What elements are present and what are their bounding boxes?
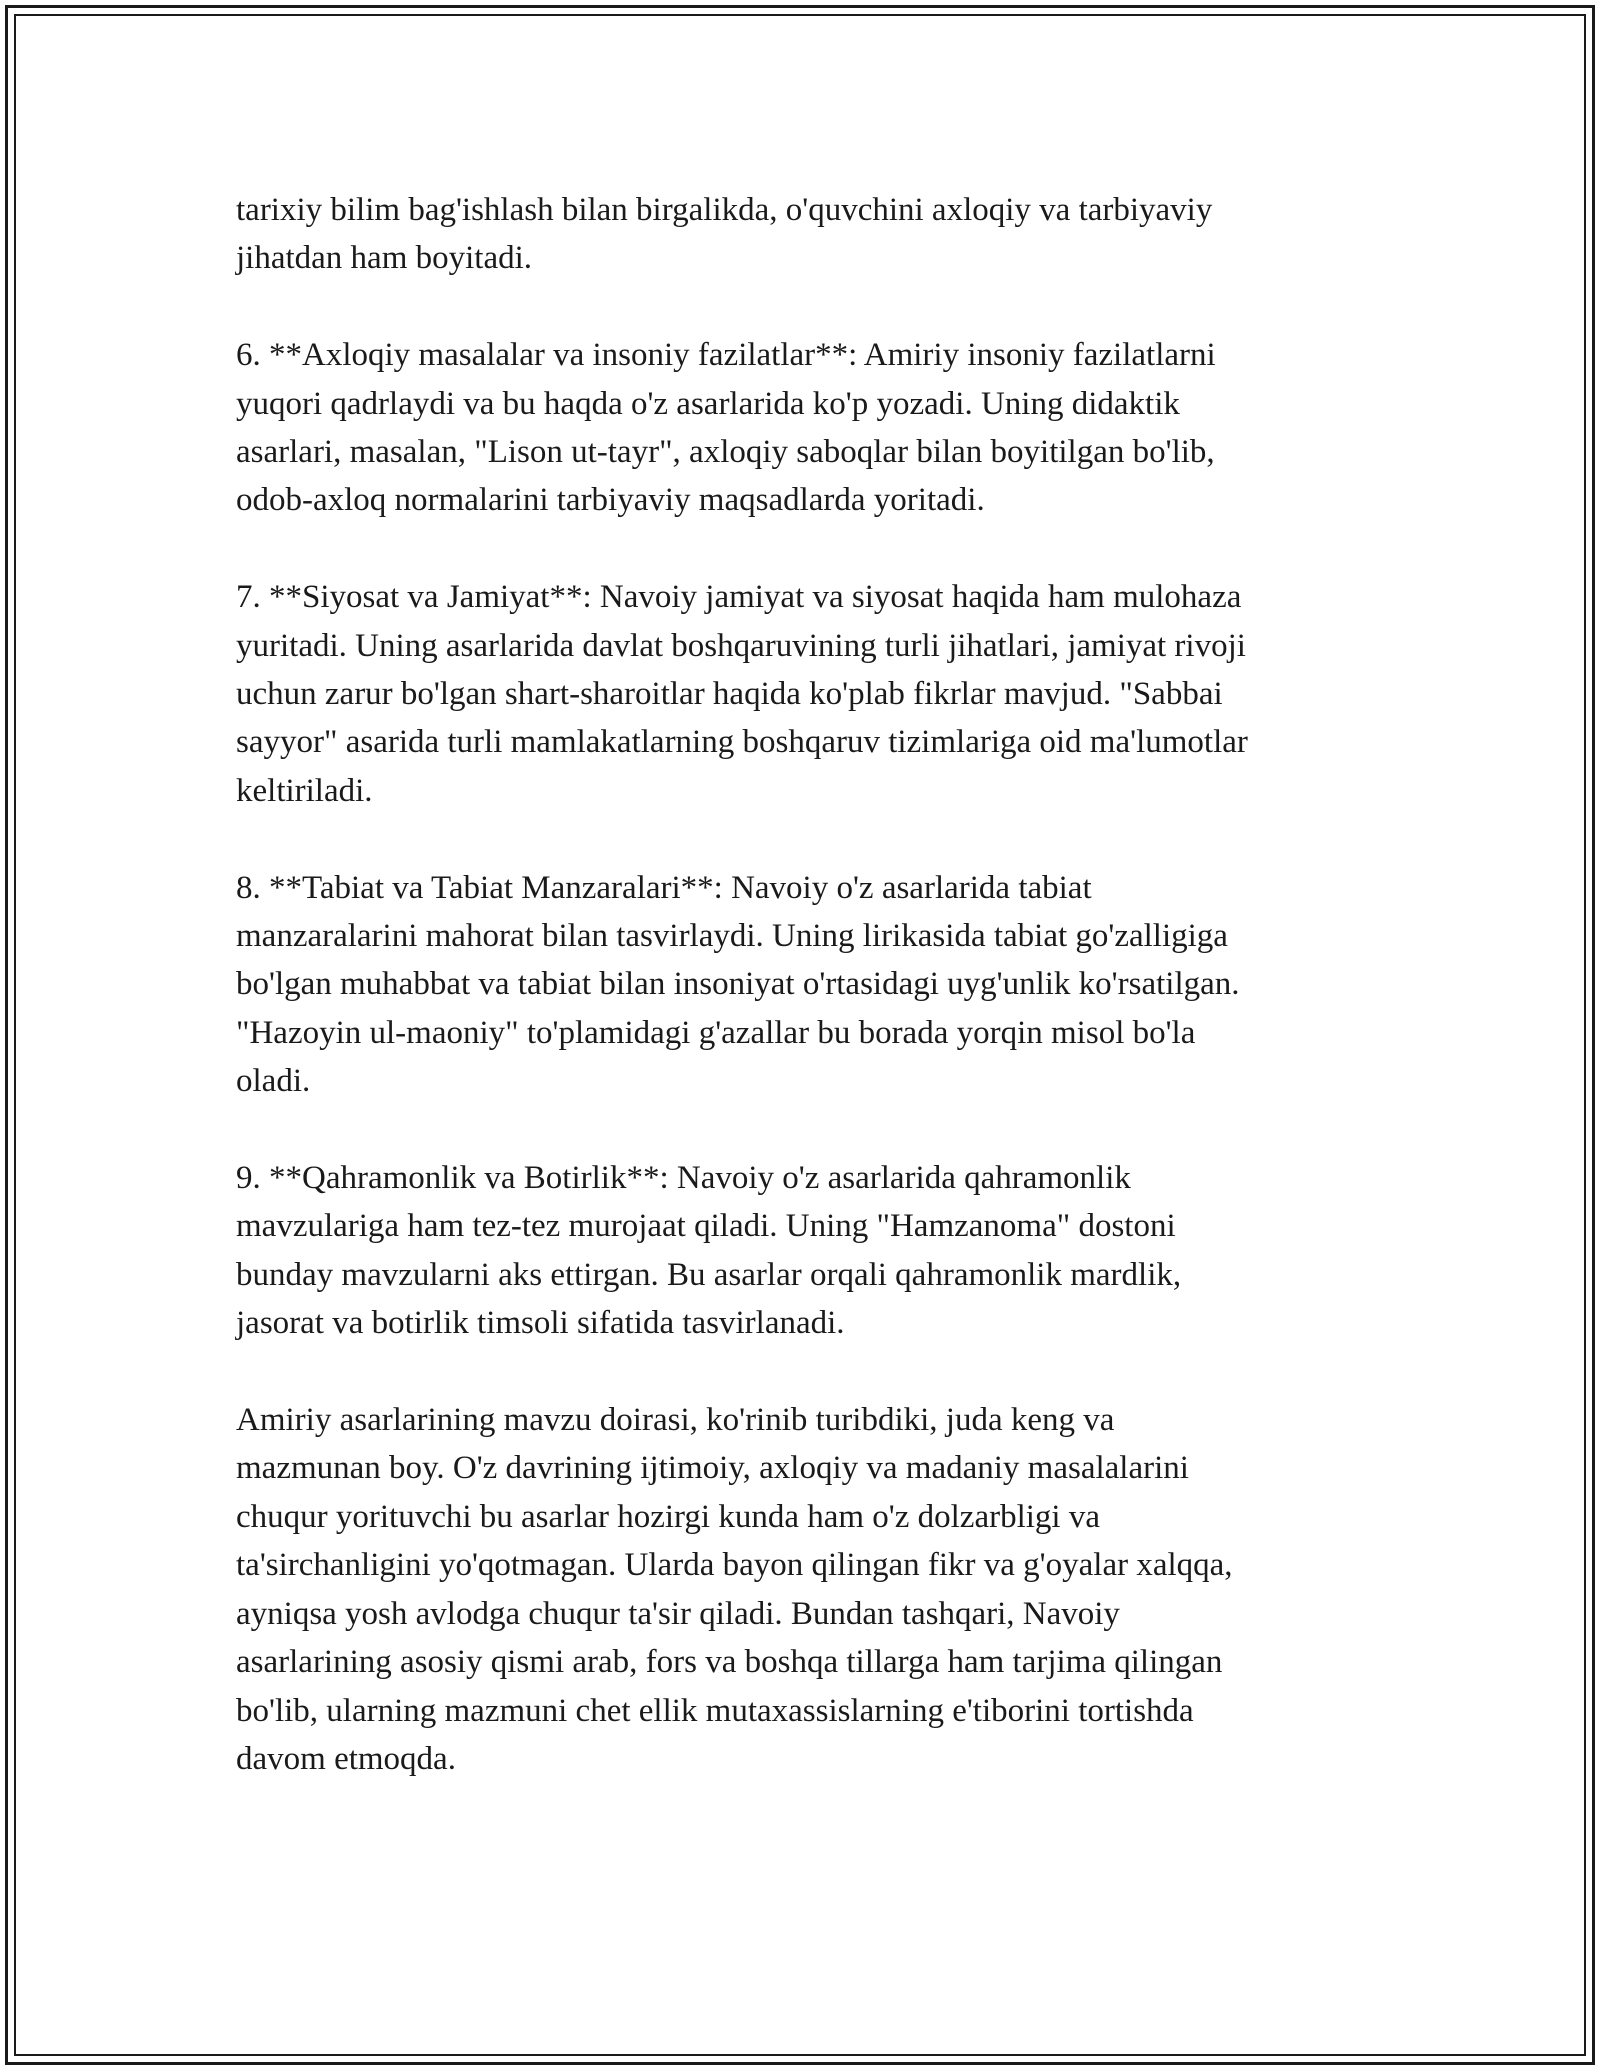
document-body	[236, 186, 1376, 1832]
paragraph-item-6: 6. **Axloqiy masalalar va insoniy fazilatlar**: Amiriy insoniy fazilatlarni yuqori qadrlaydi va bu haqda o'z asarlarida ko'p yozadi. Uning didaktik asarlari, masalan, "Lison ut-tayr", axloqiy saboqlar bilan boyitilgan bo'lib, odob-axloq normalarini tarbiyaviy maqsadlarda yoritadi.	[236, 337, 1216, 519]
paragraph-item-8: 8. **Tabiat va Tabiat Manzaralari**: Navoiy o'z asarlarida tabiat manzaralarini mahorat bilan tasvirlaydi. Uning lirikasida tabiat go'zalligiga bo'lgan muhabbat va tabiat bilan insoniyat o'rtasidagi uyg'unlik ko'rsatilgan. "Hazoyin ul-maoniy" to'plamidagi g'azallar bu borada yorqin misol bo'la oladi.	[236, 869, 1240, 1100]
paragraph-continuation: tarixiy bilim bag'ishlash bilan birgalikda, o'quvchini axloqiy va tarbiyaviy jihatdan ham boyitadi.	[236, 192, 1213, 277]
paragraph-conclusion: Amiriy asarlarining mavzu doirasi, ko'rinib turibdiki, juda keng va mazmunan boy. O'z davrining ijtimoiy, axloqiy va madaniy masalalarini chuqur yorituvchi bu asarlar hozirgi kunda ham o'z dolzarbligi va ta'sirchanligini yo'qotmagan. Ularda bayon qilingan fikr va g'oyalar xalqqa, ayniqsa yosh avlodga chuqur ta'sir qiladi. Bundan tashqari, Navoiy asarlarining asosiy qismi arab, fors va boshqa tillarga ham tarjima qilingan bo'lib, ularning mazmuni chet ellik mutaxassislarning e'tiborini tortishda davom etmoqda.	[236, 1402, 1233, 1777]
paragraph-item-7: 7. **Siyosat va Jamiyat**: Navoiy jamiyat va siyosat haqida ham mulohaza yuritadi. Uning asarlarida davlat boshqaruvining turli jihatlari, jamiyat rivoji uchun zarur bo'lgan shart-sharoitlar haqida ko'plab fikrlar mavjud. "Sabbai sayyor" asarida turli mamlakatlarning boshqaruv tizimlariga oid ma'lumotlar keltiriladi.	[236, 579, 1248, 809]
paragraph-item-9: 9. **Qahramonlik va Botirlik**: Navoiy o'z asarlarida qahramonlik mavzulariga ham tez-tez murojaat qiladi. Uning "Hamzanoma" dostoni bunday mavzularni aks ettirgan. Bu asarlar orqali qahramonlik mardlik, jasorat va botirlik timsoli sifatida tasvirlanadi.	[236, 1160, 1182, 1342]
